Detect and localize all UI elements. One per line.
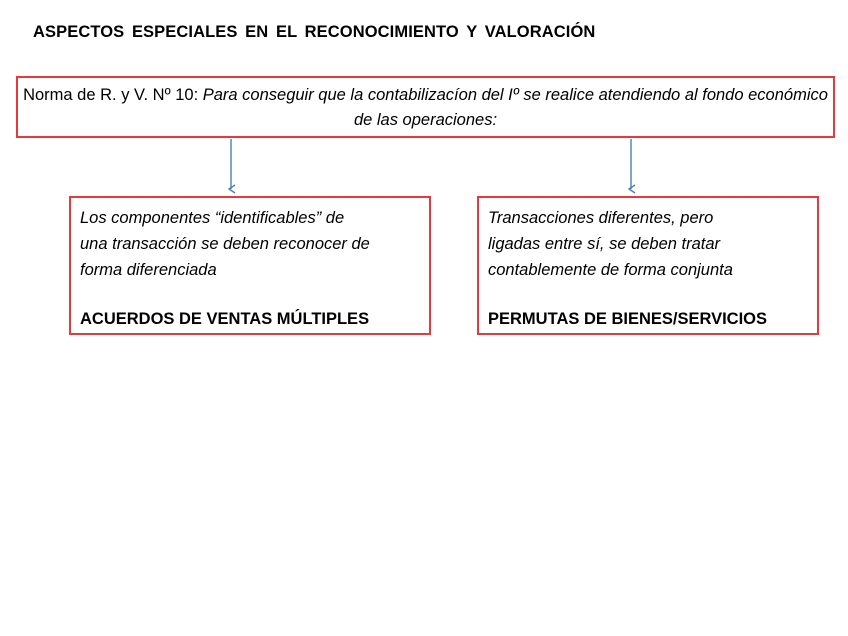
- branch-heading: ACUERDOS DE VENTAS MÚLTIPLES: [80, 310, 370, 328]
- branch-description: Los componentes “identificables” de una transacción se deben reconocer de forma diferenciada: [80, 209, 370, 279]
- branch-description: Transacciones diferentes, pero ligadas entre sí, se deben tratar contablemente de forma conjunta: [488, 209, 733, 279]
- branch-heading: PERMUTAS DE BIENES/SERVICIOS: [488, 310, 768, 328]
- norma-body: Para conseguir que la contabilizacíon del Iº se realice atendiendo al fondo económico de las operaciones:: [202, 86, 828, 129]
- norma-box: [16, 76, 835, 138]
- page-title: ASPECTOS ESPECIALES EN EL RECONOCIMIENTO Y VALORACIÓN: [33, 23, 596, 41]
- norma-lead: Norma de R. y V. Nº 10:: [23, 86, 203, 104]
- branch-box-exchanges: [477, 196, 819, 335]
- branch-box-multiple-sales: [69, 196, 431, 335]
